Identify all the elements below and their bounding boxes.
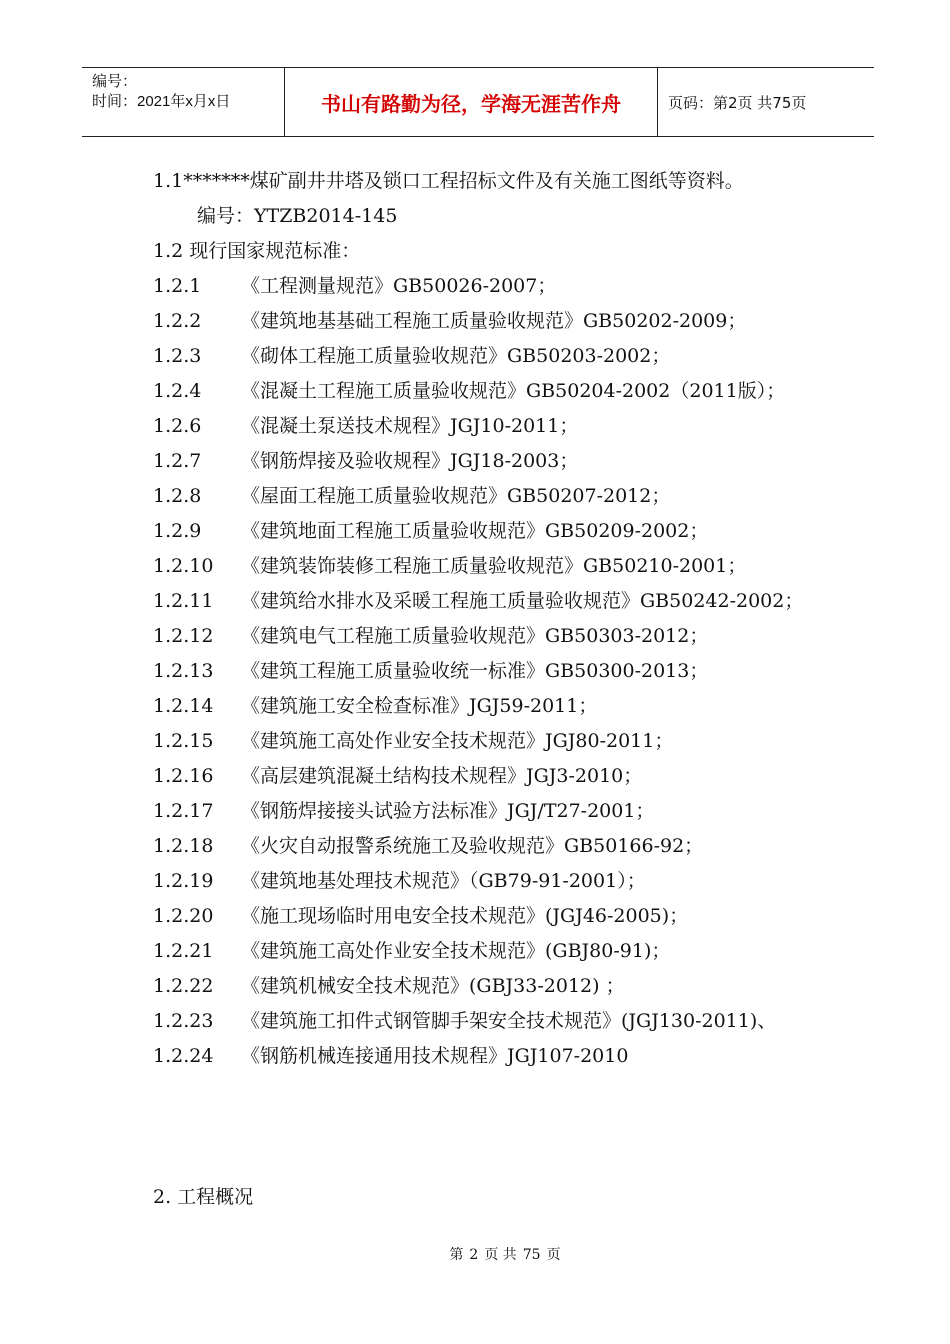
item-text: 《钢筋焊接及验收规程》JGJ18-2003；: [241, 450, 579, 472]
item-number: 1.2.8: [153, 485, 202, 507]
header-motto: 书山有路勤为径，学海无涯苦作舟: [284, 68, 658, 136]
item-number: 1.2.14: [153, 695, 214, 717]
item-text: 《混凝土泵送技术规程》JGJ10-2011；: [241, 415, 579, 437]
list-item: [153, 374, 803, 409]
code-label: 编号：: [92, 73, 138, 90]
item-number: 1.2.1: [153, 275, 202, 297]
item-text: 《建筑给水排水及采暖工程施工质量验收规范》GB50242-2002；: [241, 590, 804, 612]
header-meta: [82, 68, 284, 136]
item-number: 1.2.4: [153, 380, 202, 402]
item-text: 《建筑地基基础工程施工质量验收规范》GB50202-2009；: [241, 310, 747, 332]
item-text: 《建筑机械安全技术规范》(GBJ33-2012) ；: [241, 975, 625, 997]
item-text: 《屋面工程施工质量验收规范》GB50207-2012；: [241, 485, 671, 507]
list-item: [153, 654, 803, 689]
section-heading: 2. 工程概况: [153, 1186, 254, 1208]
item-text: 《建筑电气工程施工质量验收规范》GB50303-2012；: [241, 625, 709, 647]
list-item: [153, 759, 803, 794]
list-item: [153, 969, 803, 1004]
list-item: [153, 934, 803, 969]
intro-line-2: 编号：YTZB2014-145: [197, 205, 398, 227]
item-text: 《建筑施工扣件式钢管脚手架安全技术规范》(JGJ130-2011)、: [241, 1010, 777, 1032]
item-text: 《建筑施工安全检查标准》JGJ59-2011；: [241, 695, 598, 717]
list-item: [153, 1039, 803, 1074]
footer-page: 2: [469, 1247, 479, 1263]
intro-line-1: 1.1*******煤矿副井井塔及锁口工程招标文件及有关施工图纸等资料。: [153, 170, 744, 192]
item-number: 1.2.22: [153, 975, 214, 997]
list-item: [153, 409, 803, 444]
list-item: [153, 864, 803, 899]
footer-mid: 页 共: [484, 1247, 517, 1263]
item-number: 1.2.24: [153, 1045, 214, 1067]
item-text: 《施工现场临时用电安全技术规范》(JGJ46-2005)；: [241, 905, 689, 927]
item-text: 《钢筋焊接接头试验方法标准》JGJ/T27-2001；: [241, 800, 655, 822]
item-text: 《砌体工程施工质量验收规范》GB50203-2002；: [241, 345, 671, 367]
list-item: [153, 304, 803, 339]
standards-list: [153, 269, 803, 1074]
list-item: [153, 339, 803, 374]
item-text: 《高层建筑混凝土结构技术规程》JGJ3-2010；: [241, 765, 643, 787]
item-text: 《混凝土工程施工质量验收规范》GB50204-2002（2011版）；: [241, 380, 786, 402]
item-number: 1.2.10: [153, 555, 214, 577]
intro-line-3: 1.2 现行国家规范标准：: [153, 240, 361, 262]
item-text: 《建筑工程施工质量验收统一标准》GB50300-2013；: [241, 660, 709, 682]
list-item: [153, 479, 803, 514]
list-item: [153, 689, 803, 724]
item-number: 1.2.6: [153, 415, 202, 437]
list-item: [153, 724, 803, 759]
item-text: 《建筑地面工程施工质量验收规范》GB50209-2002；: [241, 520, 709, 542]
item-number: 1.2.9: [153, 520, 202, 542]
list-item: [153, 549, 803, 584]
list-item: [153, 619, 803, 654]
page-header: [82, 67, 874, 137]
item-text: 《钢筋机械连接通用技术规程》JGJ107-2010: [241, 1045, 629, 1067]
item-number: 1.2.19: [153, 870, 214, 892]
list-item: [153, 514, 803, 549]
footer-post: 页: [546, 1247, 561, 1263]
list-item: [153, 584, 803, 619]
list-item: [153, 794, 803, 829]
footer-pre: 第: [449, 1247, 464, 1263]
item-text: 《建筑施工高处作业安全技术规范》JGJ80-2011；: [241, 730, 674, 752]
item-text: 《建筑地基处理技术规范》（GB79-91-2001）；: [241, 870, 646, 892]
item-number: 1.2.12: [153, 625, 214, 647]
list-item: [153, 899, 803, 934]
time-label: 时间：2021年x月x日: [92, 93, 231, 110]
item-number: 1.2.20: [153, 905, 214, 927]
item-text: 《建筑装饰装修工程施工质量验收规范》GB50210-2001；: [241, 555, 747, 577]
item-number: 1.2.15: [153, 730, 214, 752]
item-number: 1.2.3: [153, 345, 202, 367]
item-text: 《工程测量规范》GB50026-2007；: [241, 275, 557, 297]
item-number: 1.2.7: [153, 450, 202, 472]
item-number: 1.2.18: [153, 835, 214, 857]
item-number: 1.2.2: [153, 310, 202, 332]
item-number: 1.2.16: [153, 765, 214, 787]
page-footer: [0, 1244, 950, 1264]
header-page-info: 页码：第2页 共75页: [668, 93, 807, 112]
list-item: [153, 829, 803, 864]
item-number: 1.2.21: [153, 940, 214, 962]
list-item: [153, 269, 803, 304]
item-number: 1.2.17: [153, 800, 214, 822]
list-item: [153, 444, 803, 479]
item-number: 1.2.23: [153, 1010, 214, 1032]
item-text: 《火灾自动报警系统施工及验收规范》GB50166-92；: [241, 835, 704, 857]
item-number: 1.2.11: [153, 590, 214, 612]
list-item: [153, 1004, 803, 1039]
footer-total: 75: [522, 1247, 541, 1263]
item-text: 《建筑施工高处作业安全技术规范》(GBJ80-91)；: [241, 940, 671, 962]
document-body: [153, 164, 803, 1074]
item-number: 1.2.13: [153, 660, 214, 682]
